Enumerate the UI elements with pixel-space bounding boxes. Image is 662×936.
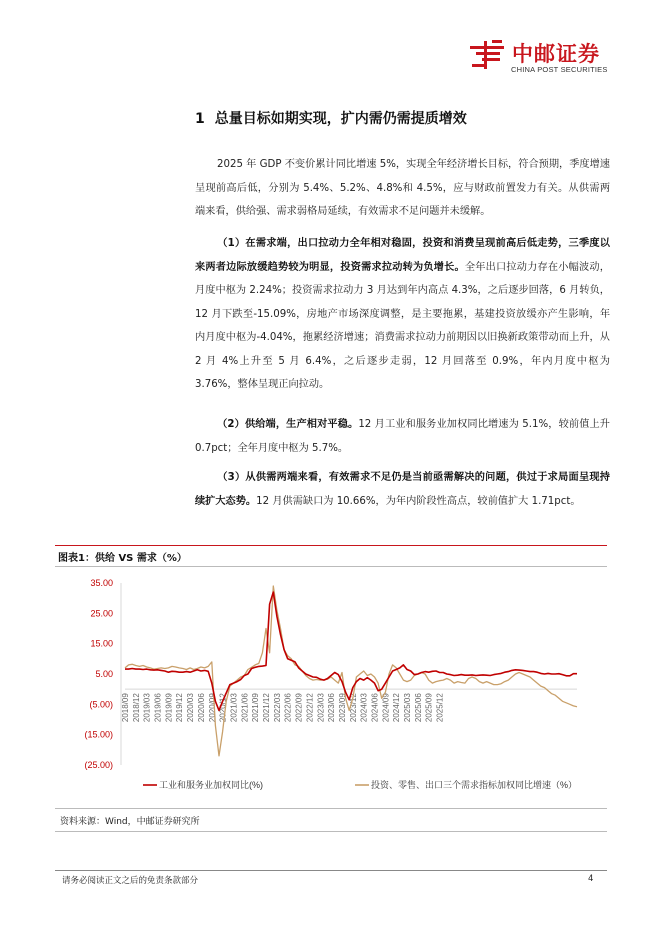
chart-series [125,586,577,756]
paragraph-overview [195,153,610,224]
x-tick-label: 2020/09 [207,693,217,723]
figure-title-bar [55,545,607,567]
x-tick-label: 2020/06 [196,693,206,723]
paragraph-demand-lead: （1）在需求端，出口拉动力全年相对稳固，投资和消费呈现前高后低走势，三季度以来两者边际放缓趋势较为明显，投资需求拉动转为负增长。 [195,238,610,273]
section-heading [195,108,467,128]
x-tick-label: 2020/12 [218,693,228,723]
x-tick-label: 2018/12 [131,693,141,723]
paragraph-gap-text: 12 月供需缺口为 10.66%，为年内阶段性高点，较前值扩大 1.71pct。 [256,495,581,507]
figure-title: 图表1：供给 VS 需求（%） [58,553,187,564]
x-tick-label: 2019/03 [142,693,152,723]
x-tick-label: 2020/03 [186,693,196,723]
figure-source: 资料来源：Wind，中邮证券研究所 [60,817,200,827]
x-tick-label: 2023/03 [316,693,326,723]
x-tick-label: 2021/12 [262,693,272,723]
x-tick-label: 2021/03 [229,693,239,723]
chart-grid [121,583,577,765]
paragraph-demand [195,232,610,397]
x-tick-label: 2024/03 [359,693,369,723]
x-tick-label: 2021/09 [251,693,261,723]
x-tick-label: 2022/12 [305,693,315,723]
x-tick-label: 2019/06 [153,693,163,723]
paragraph-demand-text: 全年出口拉动力存在小幅波动，月度中枢为 2.24%；投资需求拉动力 3 月达到年内高点 4.3%，之后逐步回落，6 月转负，12 月下跌至-15.09%，房地产市场深度调整，是主要拖累，基建投资放缓亦产生影响，年内月度中枢为-4.04%，拖累经济增速；消费需求拉动力前期因以旧换新政策带动而上升，从 2 月 4%上升至 5 月 6.4%，之后逐步走弱，12 月回落至 0.9%，年内月度中枢为 3.76%，整体呈现正向拉动。 [195,261,610,390]
y-tick-label: 35.00 [90,578,113,588]
footer-disclaimer: 请务必阅读正文之后的免责条款部分 [62,876,199,886]
y-tick-label: 25.00 [90,608,113,619]
logo-mark-icon [468,38,508,72]
x-tick-label: 2023/12 [348,693,358,723]
page-number: 4 [588,874,594,884]
y-tick-label: 5.00 [95,669,113,679]
x-tick-label: 2019/12 [175,693,185,723]
x-tick-label: 2019/09 [164,693,174,723]
chart-svg [55,567,607,807]
paragraph-supply-text: 12 月工业和服务业加权同比增速为 5.1%，较前值上升 0.7pct；全年月度中枢为 5.7%。 [195,419,610,454]
x-tick-label: 2024/09 [381,693,391,723]
x-tick-label: 2022/09 [294,693,304,723]
x-tick-label: 2023/06 [327,693,337,723]
supply-demand-chart [55,567,607,807]
y-tick-label: (25.00) [84,760,113,770]
y-tick-label: (5.00) [89,699,113,710]
x-tick-label: 2025/12 [435,693,445,723]
chart-x-axis [121,693,445,722]
series-line-0 [125,592,577,710]
logo-chinese-name: 中邮证券 [512,42,600,66]
x-tick-label: 2023/09 [337,693,347,723]
x-tick-label: 2022/06 [283,693,293,723]
y-tick-label: (15.00) [84,729,113,740]
x-tick-label: 2024/06 [370,693,380,723]
x-tick-label: 2024/12 [392,693,402,723]
company-logo [468,38,618,78]
legend-label-1: 投资、零售、出口三个需求指标加权同比增速（%） [371,780,578,790]
y-tick-label: 15.00 [90,638,113,649]
chart-legend [143,779,577,790]
logo-english-name: CHINA POST SECURITIES [511,65,608,74]
paragraph-overview-text: 2025 年 GDP 不变价累计同比增速 5%，实现全年经济增长目标，符合预期，季度增速呈现前高后低，分别为 5.4%、5.2%、4.8%和 4.5%，应与财政前置发力有关。从供需两端来看，供给强、需求弱格局延续，有效需求不足问题并未缓解。 [195,159,610,217]
chart-y-axis [84,578,113,770]
paragraph-gap [195,466,610,513]
x-tick-label: 2025/03 [403,693,413,723]
x-tick-label: 2021/06 [240,693,250,723]
section-number: 1 [195,111,205,127]
legend-label-0: 工业和服务业加权同比(%) [159,780,263,790]
paragraph-supply-lead: （2）供给端，生产相对平稳。 [217,419,359,430]
footer-divider [55,870,607,871]
figure-source-bar [55,808,607,832]
x-tick-label: 2018/09 [121,693,130,723]
paragraph-supply [195,413,610,460]
x-tick-label: 2025/09 [424,693,434,723]
section-title: 总量目标如期实现，扩内需仍需提质增效 [214,111,467,127]
x-tick-label: 2022/03 [272,693,282,723]
x-tick-label: 2025/06 [413,693,423,723]
paragraph-gap-lead: （3）从供需两端来看，有效需求不足仍是当前亟需解决的问题，供过于求局面呈现持续扩大态势。 [195,472,610,507]
